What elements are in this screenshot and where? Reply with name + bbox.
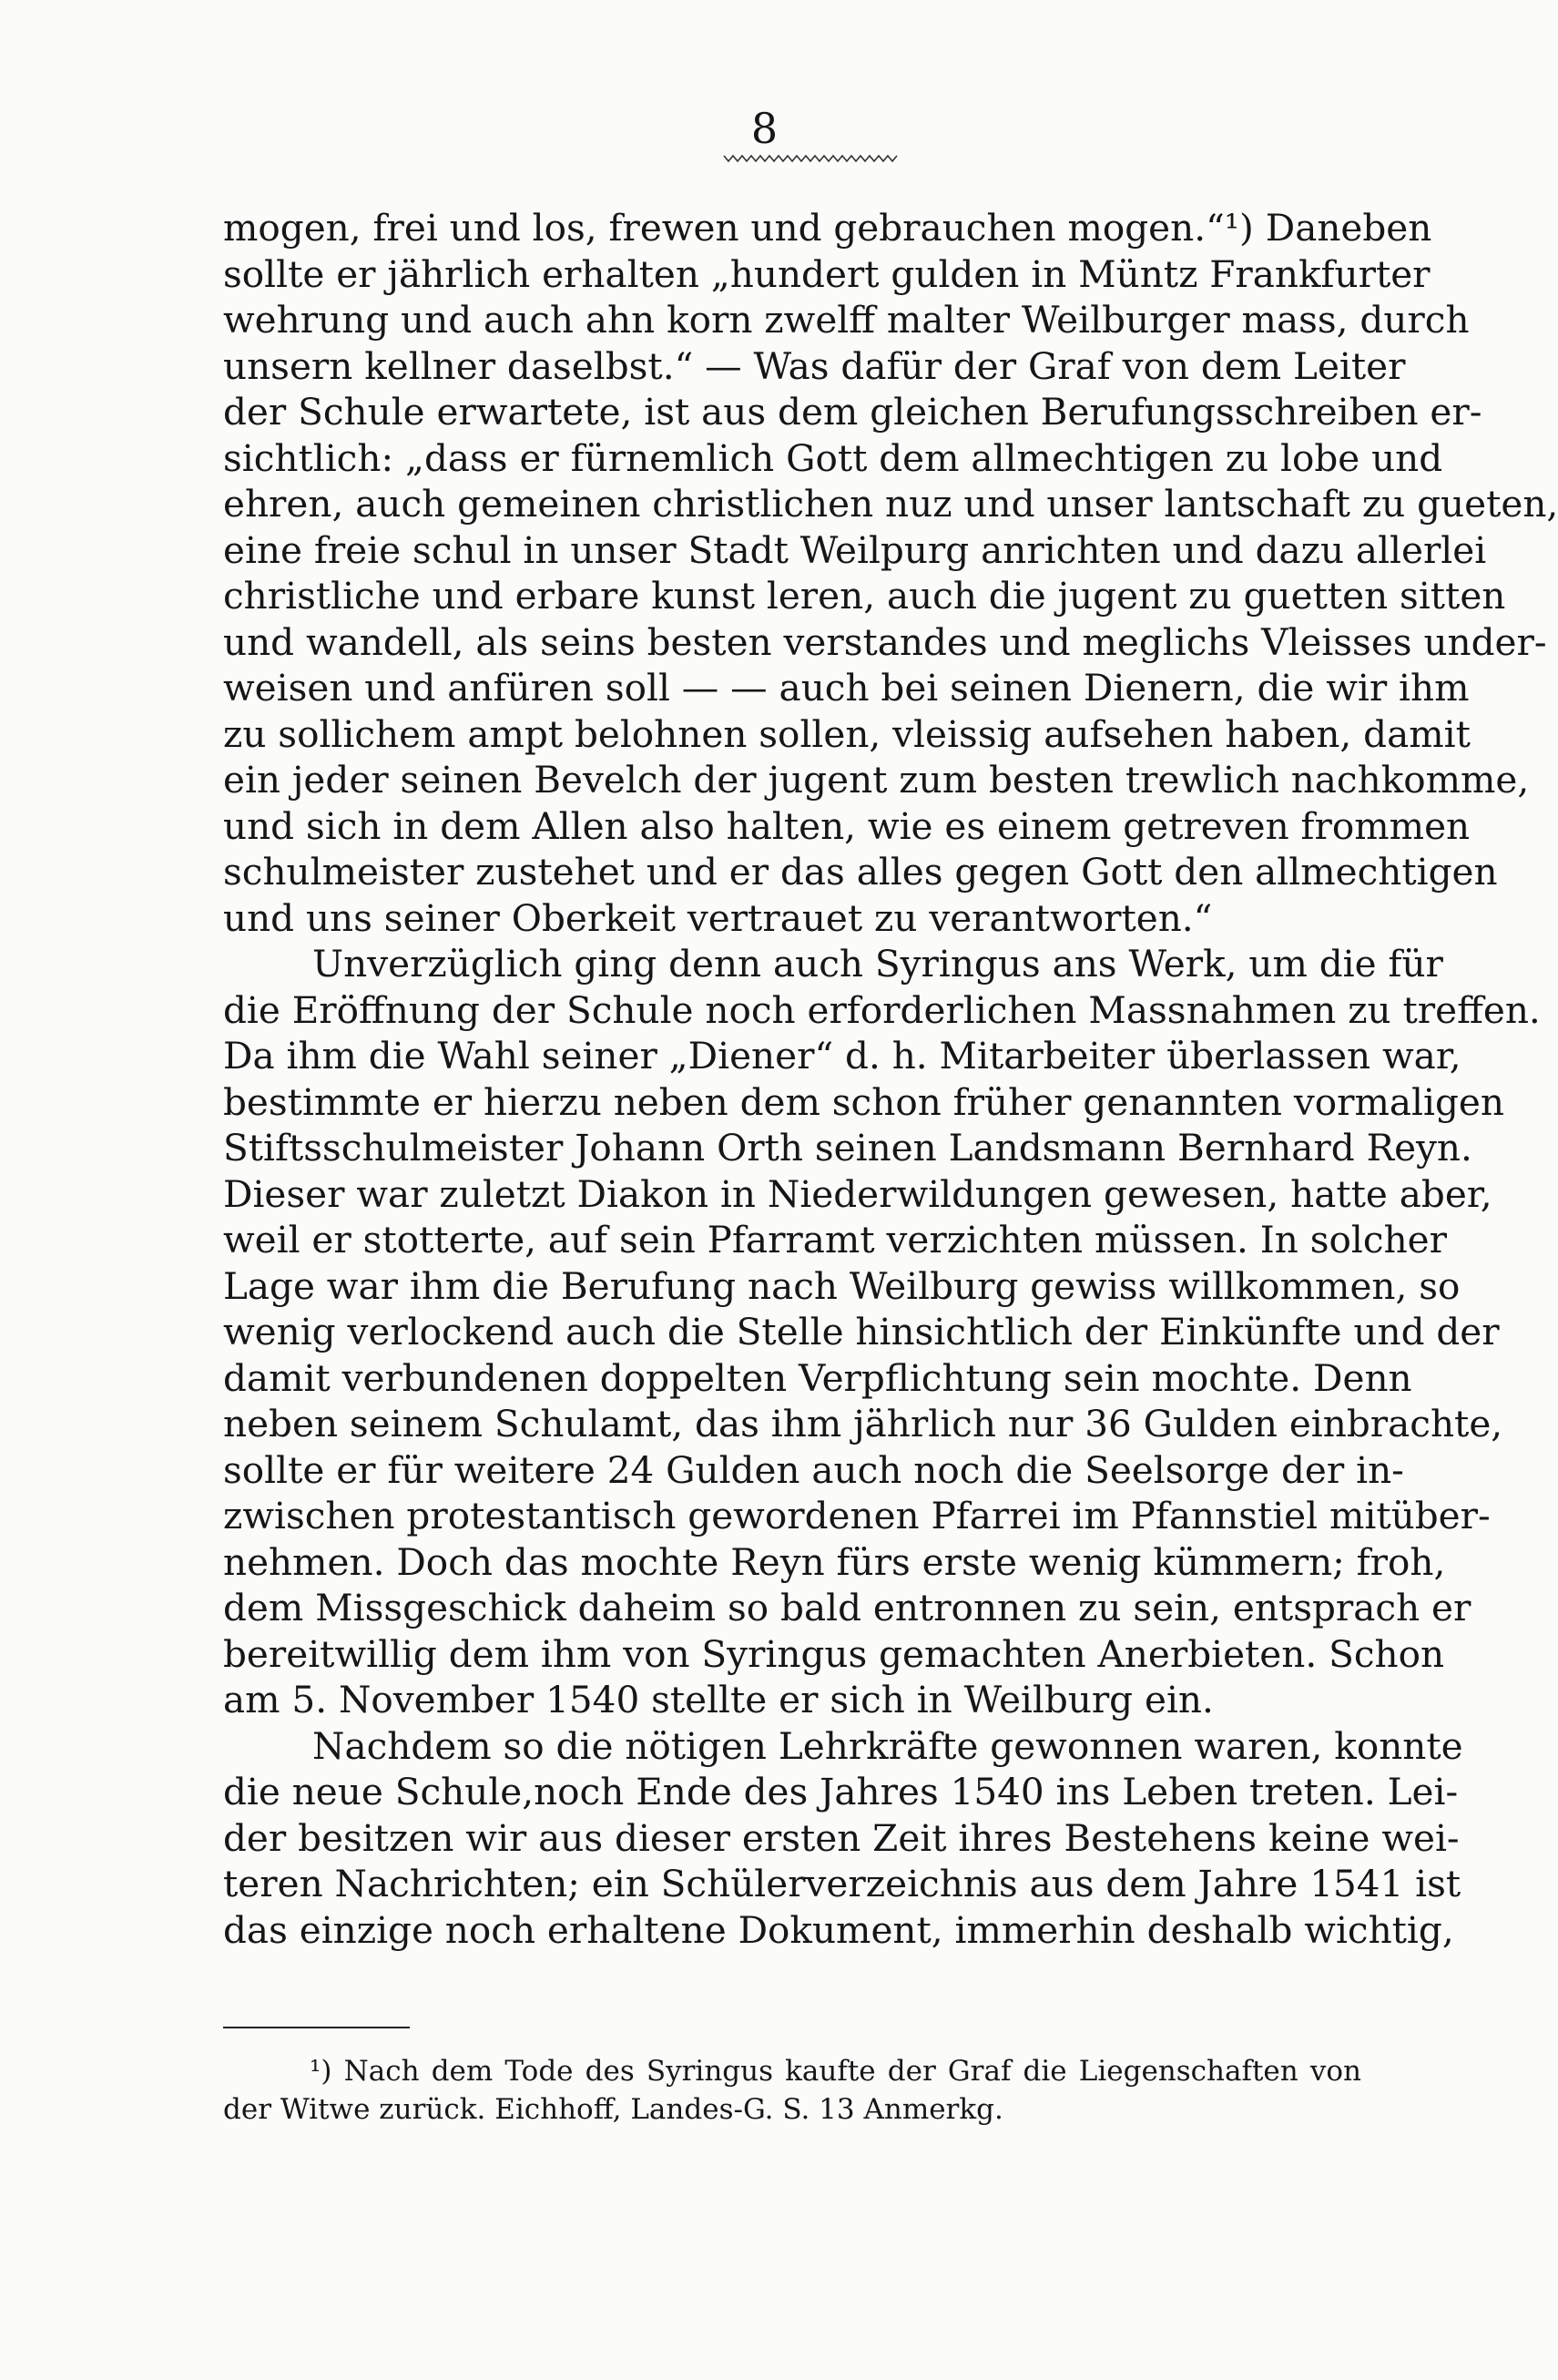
text-line: weil er stotterte, auf sein Pfarramt verzichten müssen. In solcher (223, 1218, 1447, 1262)
text-line: mogen, frei und los, frewen und gebrauchen mogen.“¹) Daneben (223, 206, 1432, 250)
text-line: eine freie schul in unser Stadt Weilpurg anrichten und dazu allerlei (223, 527, 1487, 572)
paragraph (223, 1723, 1463, 1954)
text-line: wenig verlockend auch die Stelle hinsichtlich der Einkünfte und der (223, 1310, 1500, 1353)
text-line: ein jeder seinen Bevelch der jugent zum besten trewlich nachkomme, (223, 758, 1530, 802)
text-line: bereitwillig dem ihm von Syringus gemachten Anerbieten. Schon (223, 1631, 1445, 1676)
text-line: Lage war ihm die Berufung nach Weilburg gewiss willkommen, so (223, 1263, 1461, 1308)
text-line: und wandell, als seins besten verstandes und meglichs Vleisses under- (223, 619, 1547, 664)
text-line: Dieser war zuletzt Diakon in Niederwildungen gewesen, hatte aber, (223, 1171, 1492, 1216)
text-line: schulmeister zustehet und er das alles gegen Gott den allmechtigen (223, 850, 1498, 894)
text-line: wehrung und auch ahn korn zwelff malter Weilburger mass, durch (223, 298, 1470, 342)
paragraph (223, 941, 1541, 1723)
text-line: zwischen protestantisch gewordenen Pfarrei im Pfannstiel mitüber- (223, 1494, 1491, 1537)
paragraph (223, 205, 1558, 941)
text-line: der Schule erwartete, ist aus dem gleichen Berufungsschreiben er- (223, 390, 1482, 434)
text-line: am 5. November 1540 stellte er sich in Weilburg ein. (223, 1678, 1214, 1721)
text-line: die neue Schule,noch Ende des Jahres 1540 ins Leben treten. Lei- (223, 1770, 1459, 1813)
text-line: sichtlich: „dass er fürnemlich Gott dem allmechtigen zu lobe und (223, 435, 1443, 480)
body-text (223, 205, 1558, 1953)
text-line: Da ihm die Wahl seiner „Diener“ d. h. Mitarbeiter überlassen war, (223, 1034, 1461, 1078)
text-line: bestimmte er hierzu neben dem schon früher genannten vormaligen (223, 1079, 1504, 1124)
text-line: Stiftsschulmeister Johann Orth seinen Landsmann Bernhard Reyn. (223, 1126, 1472, 1170)
text-line: teren Nachrichten; ein Schülerverzeichnis aus dem Jahre 1541 ist (223, 1862, 1461, 1905)
page-number-ornament (724, 152, 897, 165)
footnote-line: ¹) Nach dem Tode des Syringus kaufte der Graf die Liegenschaften von (310, 2055, 1361, 2088)
text-line: Unverzüglich ging denn auch Syringus ans Werk, um die für (312, 942, 1443, 986)
text-line: ehren, auch gemeinen christlichen nuz und unser lantschaft zu gueten, (223, 482, 1558, 526)
text-line: dem Missgeschick daheim so bald entronnen zu sein, entsprach er (223, 1586, 1471, 1629)
text-line: Nachdem so die nötigen Lehrkräfte gewonnen waren, konnte (312, 1723, 1463, 1768)
text-line: damit verbundenen doppelten Verpflichtung sein mochte. Denn (223, 1355, 1412, 1400)
footnote (223, 2052, 1361, 2129)
text-line: weisen und anfüren soll — — auch bei seinen Dienern, die wir ihm (223, 666, 1470, 710)
text-line: der besitzen wir aus dieser ersten Zeit ihres Bestehens keine wei- (223, 1815, 1460, 1860)
text-line: sollte er jährlich erhalten „hundert gulden in Müntz Frankfurter (223, 251, 1431, 296)
text-line: sollte er für weitere 24 Gulden auch noch die Seelsorge der in- (223, 1447, 1404, 1492)
footnote-line: der Witwe zurück. Eichhoff, Landes-G. S. 13 Anmerkg. (223, 2093, 1003, 2126)
text-line: und sich in dem Allen also halten, wie es einem getreven frommen (223, 803, 1471, 848)
text-line: christliche und erbare kunst leren, auch die jugent zu guetten sitten (223, 574, 1506, 618)
footnote-separator (223, 2027, 410, 2028)
text-line: nehmen. Doch das mochte Reyn fürs erste wenig kümmern; froh, (223, 1539, 1446, 1584)
text-line: das einzige noch erhaltene Dokument, immerhin deshalb wichtig, (223, 1907, 1454, 1952)
page-number: 8 (750, 104, 779, 153)
text-line: zu sollichem ampt belohnen sollen, vleissig aufsehen haben, damit (223, 711, 1471, 756)
text-line: die Eröffnung der Schule noch erforderlichen Massnahmen zu treffen. (223, 987, 1541, 1032)
text-line: unsern kellner daselbst.“ — Was dafür der Graf von dem Leiter (223, 343, 1406, 388)
text-line: neben seinem Schulamt, das ihm jährlich nur 36 Gulden einbrachte, (223, 1402, 1503, 1445)
text-line: und uns seiner Oberkeit vertrauet zu verantworten.“ (223, 895, 1213, 940)
